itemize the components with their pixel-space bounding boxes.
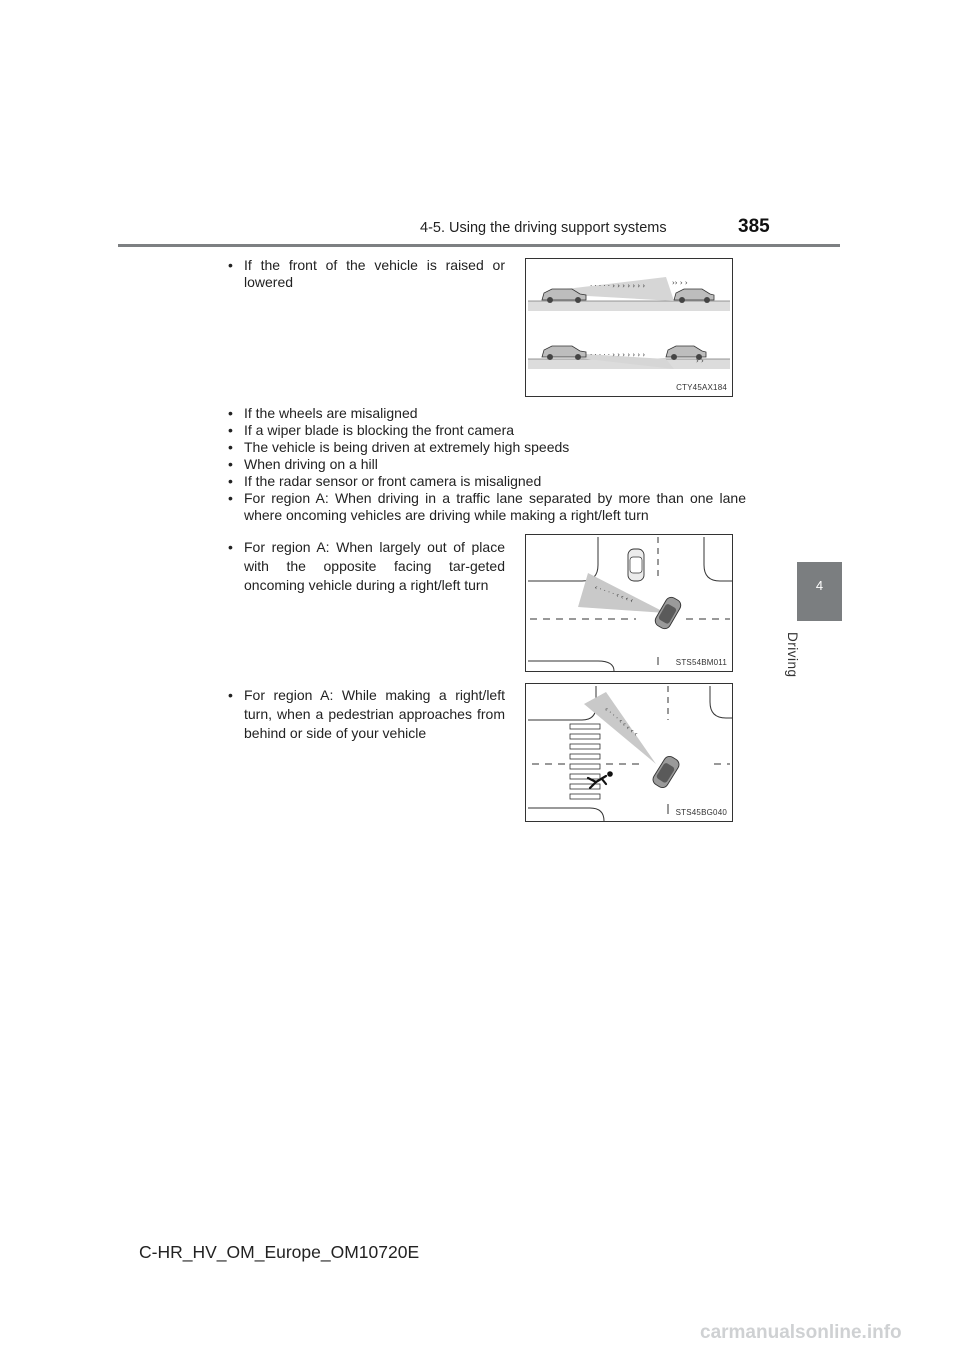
chapter-number: 4 — [815, 578, 824, 593]
list-item: • If the wheels are misaligned — [228, 405, 418, 421]
chapter-label: Driving — [785, 632, 800, 678]
list-item: • The vehicle is being driven at extremely high speeds — [228, 439, 570, 455]
figure-out-of-place — [525, 534, 733, 672]
figure-code: STS45BG040 — [675, 808, 727, 817]
bullet-raised-lowered: • If the front of the vehicle is raised or lowered — [228, 257, 505, 290]
figure-code: STS54BM011 — [675, 658, 727, 667]
svg-text:›› › ›: ›› › › — [672, 279, 688, 287]
car-icon — [542, 346, 586, 360]
figure-pedestrian — [525, 683, 733, 822]
crosswalk — [570, 724, 600, 799]
car-icon — [653, 595, 683, 631]
svg-text:› ›: › › — [696, 357, 704, 365]
svg-text:‹ · · · ‹ ‹ ‹ ‹ ‹: ‹ · · · ‹ ‹ ‹ ‹ ‹ — [602, 705, 640, 739]
page-number: 385 — [738, 216, 770, 237]
figure-code: CTY45AX184 — [676, 383, 727, 392]
car-icon — [628, 549, 644, 581]
bullet-out-of-place: • For region A: When largely out of place with the opposite facing tar-geted oncoming vehicle during a right/left turn — [228, 539, 505, 593]
svg-text:‹ · · · · ‹ ‹ ‹ ‹: ‹ · · · · ‹ ‹ ‹ ‹ — [593, 583, 635, 605]
svg-text:· · · · · › › › › › › ›: · · · · · › › › › › › › — [590, 282, 646, 290]
condition-list — [228, 405, 746, 524]
document-code: C-HR_HV_OM_Europe_OM10720E — [139, 1242, 420, 1262]
svg-text:· · · · · › › › › › › ›: · · · · · › › › › › › › — [590, 351, 646, 359]
list-item: • For region A: When driving in a traffic lane separated by more than one lane where oncoming vehicles are driving while making a right/left turn — [228, 490, 746, 523]
section-title: 4-5. Using the driving support systems — [420, 220, 667, 236]
header-rule — [118, 244, 840, 247]
list-item: • When driving on a hill — [228, 456, 378, 472]
bullet-pedestrian: • For region A: While making a right/left turn, when a pedestrian approaches from behind or side of your vehicle — [228, 687, 505, 741]
watermark: carmanualsonline.info — [700, 1322, 902, 1343]
figure-raised-lowered — [525, 258, 733, 397]
car-icon — [651, 754, 682, 790]
list-item: • If a wiper blade is blocking the front camera — [228, 422, 515, 438]
list-item: • If the radar sensor or front camera is misaligned — [228, 473, 542, 489]
